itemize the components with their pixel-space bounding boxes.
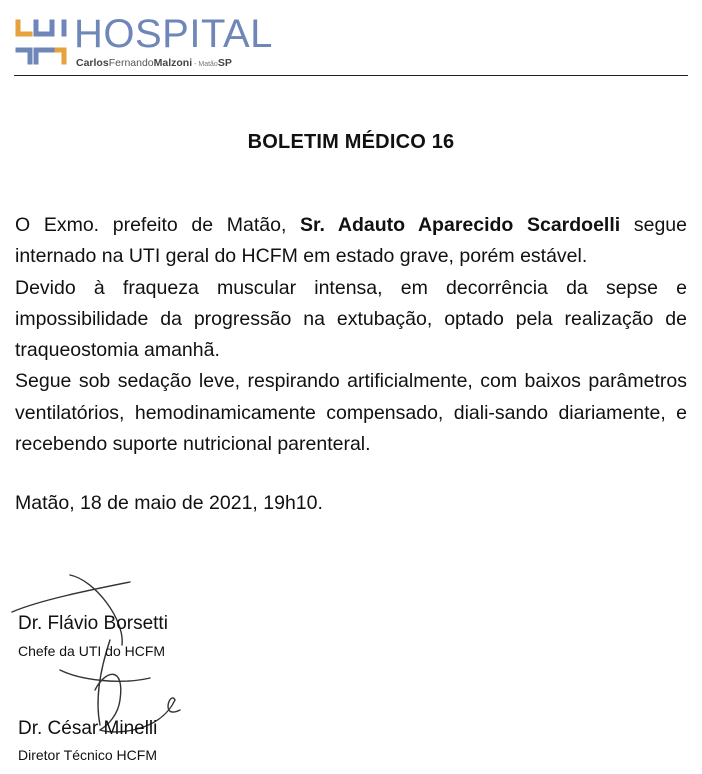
logo-sub-state: SP (217, 57, 232, 69)
logo-sub-city: - Matão (192, 61, 218, 68)
signatory-1-role: Chefe da UTI do HCFM (18, 643, 166, 659)
logo-sub-middle: Fernando (108, 57, 154, 69)
handwritten-signature (0, 560, 250, 774)
hospital-header (14, 12, 688, 78)
header-divider (14, 75, 688, 76)
logo-wordmark: HOSPITAL (74, 12, 273, 56)
signature-area (0, 560, 250, 774)
document-title: BOLETIM MÉDICO 16 (247, 131, 455, 153)
mayor-name: Sr. Adauto Aparecido Scardoelli (300, 214, 621, 236)
signatory-1-name: Dr. Flávio Borsetti (18, 613, 168, 634)
signatory-2-name: Dr. César Minelli (18, 718, 158, 739)
paragraph-1 (15, 210, 687, 273)
document-body (15, 210, 687, 460)
paragraph-1-post: segue internado na UTI geral do HCFM em estado grave, porém estável. (15, 214, 687, 268)
logo-sub-last: Malzoni (153, 57, 193, 69)
date-line: Matão, 18 de maio de 2021, 19h10. (15, 492, 323, 514)
hospital-logo-icon (14, 16, 68, 68)
paragraph-3: Segue sob sedação leve, respirando artificialmente, com baixos parâmetros ventilatórios, hemodinamicamente compensado, diali-sando diariamente, e recebendo suporte nutricional parenteral. (15, 370, 687, 456)
paragraph-1-pre: O Exmo. prefeito de Matão, (15, 214, 301, 236)
paragraph-2: Devido à fraqueza muscular intensa, em decorrência da sepse e impossibilidade da progressão na extubação, optado pela realização de traqueostomia amanhã. (15, 276, 687, 362)
logo-subtitle (76, 57, 232, 69)
signatory-2-role: Diretor Técnico HCFM (18, 747, 157, 763)
logo-sub-first: Carlos (76, 57, 109, 69)
